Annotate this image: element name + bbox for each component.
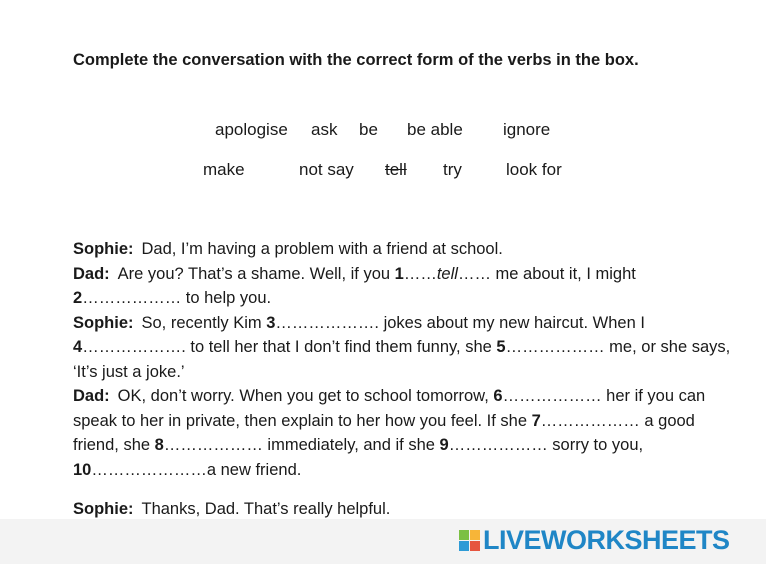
dialogue-line-sophie — [73, 497, 743, 522]
logo-block — [459, 530, 469, 540]
word-ask: ask — [311, 120, 338, 139]
dialogue-text: ………………. to tell her that I don’t find them funny, she — [82, 338, 497, 356]
gap-number-9: 9 — [439, 436, 449, 454]
gap-number-3: 3 — [266, 313, 276, 332]
dialogue-text: So, recently Kim — [141, 313, 267, 332]
gap-number-8: 8 — [154, 436, 164, 454]
dialogue-text: ……………… a good friend, she — [73, 411, 695, 454]
word-ignore: ignore — [503, 120, 551, 139]
logo-block — [470, 541, 480, 551]
dialogue-text: Dad, I’m having a problem with a friend at school. — [141, 240, 503, 258]
dialogue-text: ………………. jokes about my new haircut. When I — [275, 313, 645, 332]
gap-number-1: 1 — [394, 264, 404, 283]
speaker-label: Dad: — [73, 264, 110, 283]
dots: …… — [403, 264, 437, 283]
word-tell-crossed: tell — [385, 160, 407, 179]
gap-number-7: 7 — [531, 411, 541, 430]
word-try: try — [443, 160, 462, 179]
dialogue-line-dad — [73, 262, 743, 311]
example-answer: tell — [436, 264, 458, 283]
word-look-for: look for — [506, 160, 562, 179]
gap-number-2: 2 — [73, 289, 83, 307]
logo-block — [470, 530, 480, 540]
gap-number-10: 10 — [73, 460, 92, 479]
dialogue-text: ……………… me, or she says, ‘It’s just a joke.’ — [73, 338, 731, 381]
word-not-say: not say — [299, 160, 354, 179]
word-be: be — [359, 120, 378, 139]
logo-block — [459, 541, 469, 551]
dialogue — [73, 237, 743, 522]
speaker-label: Sophie: — [73, 500, 134, 518]
dialogue-text: ……………… sorry to you, — [448, 436, 644, 454]
word-make: make — [203, 160, 245, 179]
dialogue-text: Thanks, Dad. That’s really helpful. — [141, 500, 391, 518]
gap-number-4: 4 — [73, 338, 83, 356]
dialogue-line-dad — [73, 384, 743, 482]
gap-number-5: 5 — [496, 338, 506, 356]
word-be-able: be able — [407, 120, 463, 139]
dialogue-text: ……………… her if you can speak to her in private, then explain to her how you feel. If she — [73, 387, 706, 430]
speaker-label: Dad: — [73, 387, 110, 405]
dialogue-text: Are you? That’s a shame. Well, if you — [117, 264, 395, 283]
logo-text: LIVEWORKSHEETS — [483, 525, 730, 555]
dialogue-text: OK, don’t worry. When you get to school tomorrow, — [117, 387, 494, 405]
dialogue-text: ……………… immediately, and if she — [163, 436, 440, 454]
word-apologise: apologise — [215, 120, 288, 139]
dialogue-line-sophie — [73, 311, 743, 385]
gap-number-6: 6 — [493, 387, 503, 405]
dialogue-text: …… me about it, I might — [457, 264, 636, 283]
dialogue-text: ……………… to help you. — [82, 289, 272, 307]
speaker-label: Sophie: — [73, 313, 134, 332]
dialogue-text: …………………a new friend. — [91, 460, 302, 479]
dialogue-line-sophie — [73, 237, 743, 262]
liveworksheets-logo — [459, 526, 730, 554]
instruction: Complete the conversation with the correct form of the verbs in the box. — [73, 51, 639, 69]
live-blocks-icon — [459, 530, 480, 551]
speaker-label: Sophie: — [73, 240, 134, 258]
